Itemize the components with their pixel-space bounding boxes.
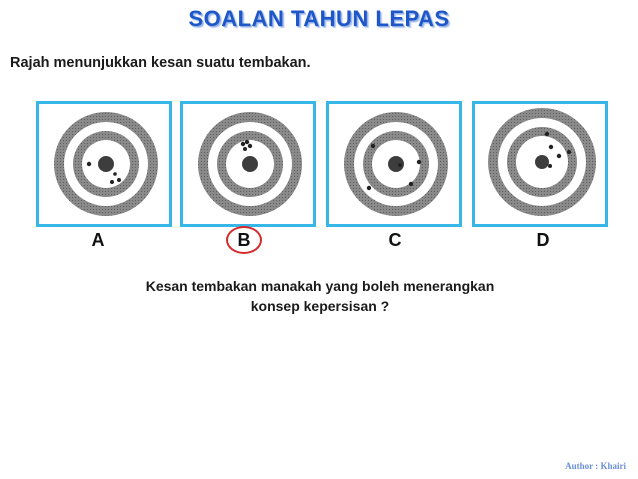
option-label-a[interactable]: A bbox=[91, 230, 105, 250]
target-d-icon bbox=[475, 104, 605, 224]
target-b-icon bbox=[183, 104, 313, 224]
target-panel-b[interactable] bbox=[180, 101, 316, 227]
target-c-icon bbox=[329, 104, 459, 224]
question-line-1: Kesan tembakan manakah yang boleh menerangkan bbox=[145, 278, 495, 294]
option-label-d[interactable]: D bbox=[536, 230, 550, 250]
option-label-b[interactable]: B bbox=[237, 230, 251, 250]
option-label-c[interactable]: C bbox=[388, 230, 402, 250]
slide-title: SOALAN TAHUN LEPAS bbox=[188, 6, 450, 31]
intro-text: Rajah menunjukkan kesan suatu tembakan. bbox=[10, 55, 311, 71]
answer-selection-circle bbox=[226, 226, 262, 254]
question-text bbox=[60, 276, 580, 316]
target-a-icon bbox=[39, 104, 169, 224]
target-panel-c[interactable] bbox=[326, 101, 462, 227]
author-credit: Author : Khairi bbox=[565, 461, 626, 471]
question-line-2: konsep kepersisan ? bbox=[250, 298, 390, 314]
target-panel-d[interactable] bbox=[472, 101, 608, 227]
target-panel-a[interactable] bbox=[36, 101, 172, 227]
